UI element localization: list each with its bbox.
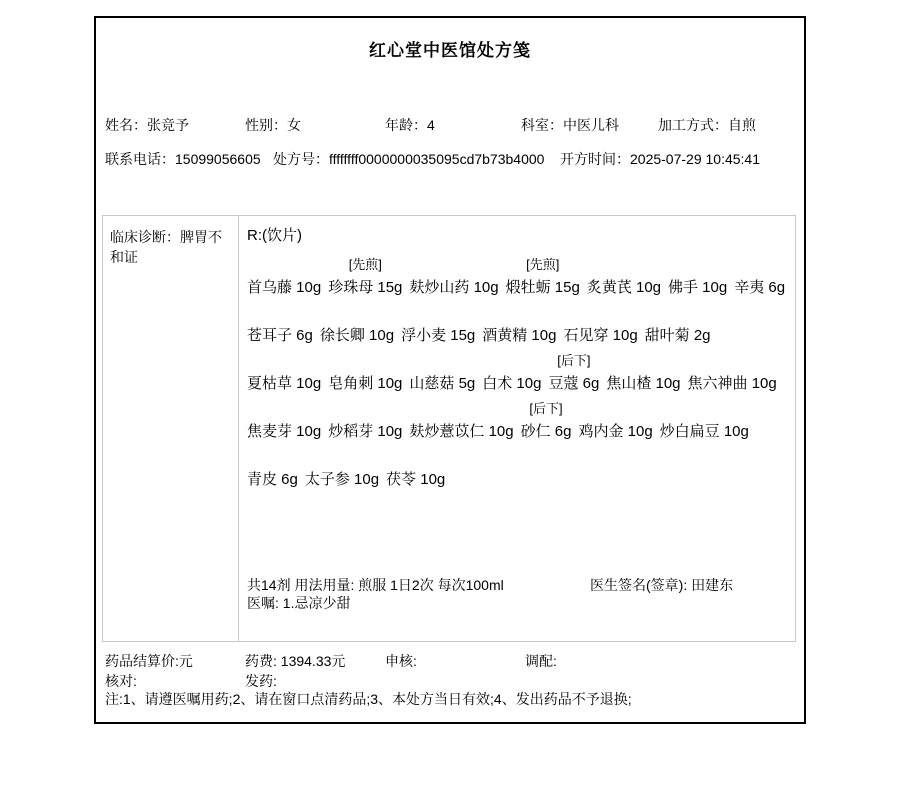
prescription-box [102,215,796,642]
herb-item [247,350,321,396]
herb-name-qty: 青皮 6g [247,471,298,488]
decoction-method-label: [后下] [557,353,591,368]
herb-name-qty: 白术 10g [482,375,542,392]
doctor-advice: 医嘱: 1.忌凉少甜 [247,595,351,611]
field-value: ffffffff0000000035095cd7b73b4000 [329,151,545,167]
settlement-row-2 [105,671,795,691]
herb-item [506,254,580,300]
herb-row [247,300,787,348]
herb-name-qty: 甜叶菊 2g [644,327,711,344]
footer-note: 注:1、请遵医嘱用药;2、请在窗口点清药品;3、本处方当日有效;4、发出药品不予退换; [105,691,632,707]
herb-name-qty: 浮小麦 15g [401,327,476,344]
herb-item [320,302,394,348]
field-label: 药费: [245,653,281,669]
herb-item [305,446,379,492]
herb-name-qty: 砂仁 6g [520,423,572,440]
clinical-diagnosis-cell [103,216,239,641]
field-settlement-price [105,651,193,671]
decoction-method-label: [后下] [529,401,563,416]
herb-name-qty: 夏枯草 10g [247,375,322,392]
herb-name-qty: 炙黄芪 10g [586,279,662,296]
herb-item [409,398,513,444]
field-prescription-number [273,149,544,169]
field-label: 开方时间： [560,151,630,167]
field-label: 姓名： [105,117,147,133]
field-label: 核对: [105,673,137,689]
herb-name-qty: 酒黄精 10g [482,327,557,344]
herb-item [247,398,321,444]
decoction-method-label: [先煎] [348,257,382,272]
herb-item [521,398,572,444]
usage-row [247,576,787,594]
herb-name-qty: 辛夷 6g [734,279,786,296]
herb-name-qty: 苍耳子 6g [247,327,313,344]
rx-header: R:(饮片) [247,227,302,244]
field-check [105,671,137,691]
field-department [521,115,619,135]
field-label: 年龄： [385,117,427,133]
herb-name-qty: 炒稻芽 10g [328,423,403,440]
field-value: 元 [178,653,193,669]
herb-name-qty: 皂角刺 10g [328,375,403,392]
herb-item [247,446,298,492]
herb-item [386,446,445,492]
field-value: 4 [427,117,435,133]
herb-item [606,350,680,396]
herb-item [734,254,785,300]
field-phone [105,149,261,169]
herb-item [482,350,541,396]
herb-item [578,398,652,444]
herb-item [482,302,556,348]
herb-item [660,398,749,444]
field-value: 15099056605 [175,151,261,167]
herb-row [247,396,787,444]
field-label: 药品结算价: [105,653,179,669]
herb-name-qty: 煅牡蛎 15g [505,279,580,296]
herb-item [563,302,637,348]
field-dispense [245,671,277,691]
herb-name-qty: 焦麦芽 10g [247,423,322,440]
herb-item [409,350,475,396]
patient-info-row-1 [105,115,795,135]
herb-name-qty: 麸炒山药 10g [409,279,499,296]
herb-item [645,302,711,348]
usage-summary: 共14剂 用法用量: 煎服 1日2次 每次100ml [247,577,504,593]
herb-name-qty: 茯苓 10g [386,471,446,488]
diagnosis-value: 脾胃不和证 [110,229,222,265]
prescription-sheet [94,16,806,724]
patient-info-row-2 [105,149,795,169]
field-medicine-fee [245,651,345,671]
herb-name-qty: 太子参 10g [304,471,380,488]
herb-item [247,302,313,348]
doctor-signature: 医生签名(签章): 田建东 [590,577,734,593]
field-processing-method [658,115,756,135]
field-age [385,115,435,135]
herb-item [328,350,402,396]
page-title: 红心堂中医馆处方笺 [369,41,531,60]
herb-item [668,254,727,300]
field-value: 自煎 [728,117,756,133]
field-label: 调配: [525,653,557,669]
herb-item [401,302,475,348]
herb-item [328,254,402,300]
herb-name-qty: 佛手 10g [668,279,728,296]
field-value: 1394.33元 [280,653,346,669]
field-label: 科室： [521,117,563,133]
herb-name-qty: 珍珠母 15g [328,279,403,296]
herb-item [328,398,402,444]
herb-name-qty: 鸡内金 10g [578,423,653,440]
settlement-row-1 [105,651,795,671]
herb-name-qty: 炒白扁豆 10g [659,423,749,440]
field-value: 中医儿科 [563,117,619,133]
herb-row [247,252,787,300]
herb-item [688,350,777,396]
herb-row [247,444,787,492]
field-value: 张竞予 [147,117,189,133]
decoction-method-label: [先煎] [526,257,560,272]
field-label: 加工方式： [658,117,728,133]
herb-name-qty: 徐长卿 10g [319,327,395,344]
prescription-body-cell [239,216,795,641]
field-label: 处方号： [273,151,329,167]
herb-rows [247,252,787,492]
field-label: 性别： [245,117,287,133]
field-label: 申核: [385,653,417,669]
field-sex [245,115,301,135]
field-value: 2025-07-29 10:45:41 [630,151,760,167]
herb-name-qty: 山慈菇 5g [409,375,476,392]
field-review [385,651,417,671]
herb-name-qty: 焦山楂 10g [606,375,681,392]
herb-row [247,348,787,396]
prescription-bottom [247,576,787,612]
field-prescription-time [560,149,760,169]
herb-name-qty: 首乌藤 10g [247,279,322,296]
field-prepare [525,651,557,671]
herb-name-qty: 麸炒薏苡仁 10g [409,423,514,440]
herb-name-qty: 焦六神曲 10g [687,375,777,392]
field-label: 发药: [245,673,277,689]
herb-item [409,254,498,300]
herb-item [548,350,599,396]
field-label: 联系电话： [105,151,175,167]
herb-name-qty: 石见穿 10g [563,327,638,344]
herb-item [587,254,661,300]
field-value: 女 [287,117,301,133]
diagnosis-label: 临床诊断： [110,229,180,245]
field-patient-name [105,115,189,135]
herb-item [247,254,321,300]
herb-name-qty: 豆蔻 6g [548,375,600,392]
